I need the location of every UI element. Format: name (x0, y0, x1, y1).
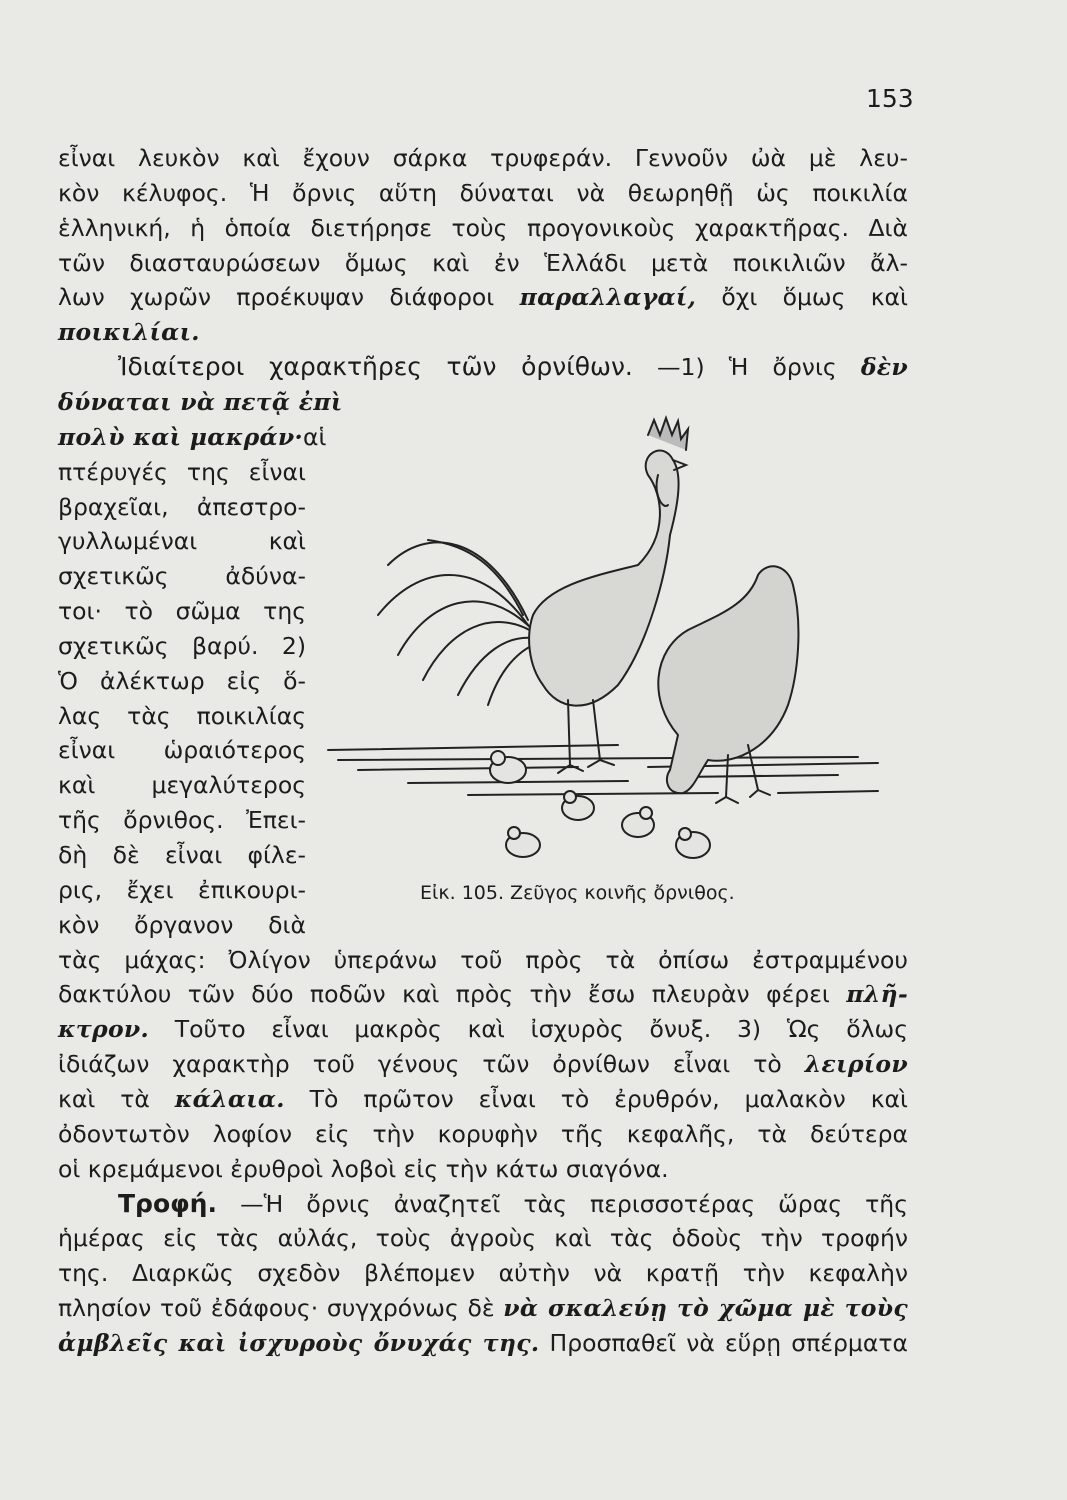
text-segment: λας τὰς ποικιλίας (58, 701, 306, 730)
text-segment: Ὁ ἀλέκτωρ εἰς ὅ- (58, 666, 306, 695)
text-line (58, 141, 908, 175)
text-segment: τὰς μάχας: Ὀλίγον ὑπεράνω τοῦ πρὸς τὰ ὀπίσω ἐστραμμένου (58, 945, 908, 974)
text-line (58, 908, 306, 942)
text-segment: ρις, ἔχει ἐπικουρι- (58, 875, 306, 904)
text-line (58, 559, 306, 593)
text-line (58, 1117, 908, 1151)
text-segment: αἱ (303, 422, 327, 451)
text-segment: γυλλωμέναι καὶ (58, 527, 306, 556)
text-segment: Τοῦτο εἶναι μακρὸς καὶ ἰσχυρὸς ὄνυξ. 3) Ὡς ὅλως (149, 1015, 908, 1044)
text-line (58, 1012, 908, 1046)
text-line (58, 1291, 908, 1325)
text-segment: δὲν (860, 353, 908, 382)
text-segment: —1) Ἡ ὄρνις (632, 353, 861, 382)
text-segment: εἶναι λευκὸν καὶ ἔχουν σάρκα τρυφεράν. Γεννοῦν ὠὰ μὲ λευ- (58, 144, 908, 172)
text-segment: δὴ δὲ εἶναι φίλε- (58, 841, 306, 869)
text-segment: νὰ σκαλεύῃ τὸ χῶμα μὲ τοὺς (503, 1294, 908, 1323)
rooster-hen-illustration (318, 415, 908, 885)
text-line (58, 977, 908, 1011)
text-segment: ποικιλίαι. (58, 318, 200, 347)
text-segment: Ἰδιαίτεροι χαρακτῆρες τῶν ὀρνίθων. (118, 352, 633, 382)
text-line (58, 594, 306, 628)
text-segment: καὶ τὰ (58, 1084, 175, 1113)
text-line (58, 1326, 908, 1360)
page-number: 153 (866, 84, 914, 113)
text-segment: ὄχι ὅμως καὶ (696, 283, 908, 312)
text-line (118, 1187, 908, 1221)
text-segment: Προσπαθεῖ νὰ εὕρῃ σπέρματα (539, 1328, 908, 1357)
text-line (58, 280, 908, 314)
text-line (58, 211, 908, 245)
text-segment: —Ἡ ὄρνις ἀναζητεῖ τὰς περισσοτέρας ὥρας τῆς (216, 1189, 908, 1218)
text-segment: πολὺ καὶ μακράν· (58, 422, 303, 451)
text-segment: της. Διαρκῶς σχεδὸν βλέπομεν αὐτὴν νὰ κρατῇ τὴν κεφαλὴν (58, 1259, 908, 1288)
text-line (58, 176, 908, 210)
text-segment: τῶν διασταυρώσεων ὅμως καὶ ἐν Ἑλλάδι μετὰ ποικιλιῶν ἄλ- (58, 248, 908, 277)
text-segment: παραλλαγαί, (519, 283, 697, 312)
text-line (58, 873, 306, 907)
text-segment: Τὸ πρῶτον εἶναι τὸ ἐρυθρόν, μαλακὸν καὶ (284, 1084, 908, 1113)
text-segment: οἱ κρεμάμενοι ἐρυθροὶ λοβοὶ εἰς τὴν κάτω σιαγόνα. (58, 1154, 669, 1183)
text-line (58, 664, 306, 698)
text-segment: εἶναι ὡραιότερος (58, 736, 306, 765)
text-line (58, 1082, 908, 1116)
text-segment: πτέρυγές της εἶναι (58, 457, 306, 486)
text-line (58, 629, 306, 663)
text-line (58, 943, 908, 977)
text-segment: ἀμβλεῖς καὶ ἰσχυροὺς ὄνυχάς της. (58, 1328, 540, 1357)
text-segment: λων χωρῶν προέκυψαν διάφοροι (58, 283, 520, 312)
text-segment: κὸν κέλυφος. Ἡ ὄρνις αὕτη δύναται νὰ θεωρηθῇ ὡς ποικιλία (58, 178, 908, 207)
text-line (58, 1047, 908, 1081)
figure-caption: Εἰκ. 105. Ζεῦγος κοινῆς ὄρνιθος. (420, 882, 735, 904)
text-line (58, 803, 306, 837)
text-line (58, 524, 306, 558)
text-line (58, 733, 306, 767)
text-segment: ἡμέρας εἰς τὰς αὐλάς, τοὺς ἀγροὺς καὶ τὰς ὁδοὺς τὴν τροφήν (58, 1224, 908, 1253)
text-segment: πλησίον τοῦ ἐδάφους· συγχρόνως δὲ (58, 1294, 504, 1323)
text-segment: ἑλληνική, ἡ ὁποία διετήρησε τοὺς προγονικοὺς χαρακτῆρας. Διὰ (58, 213, 908, 242)
text-line (118, 350, 908, 384)
text-segment: Τροφή. (118, 1188, 217, 1218)
text-line (58, 838, 306, 872)
text-segment: ἰδιάζων χαρακτὴρ τοῦ γένους τῶν ὀρνίθων εἶναι τὸ (58, 1050, 805, 1079)
text-segment: πλῆ- (846, 980, 908, 1009)
text-line (58, 768, 306, 802)
text-line (58, 699, 306, 733)
text-segment: κάλαια. (174, 1084, 285, 1113)
text-line (58, 315, 908, 349)
text-segment: σχετικῶς βαρύ. 2) (58, 631, 306, 660)
text-line (58, 1256, 908, 1290)
text-segment: τοι· τὸ σῶμα της (58, 597, 306, 626)
text-segment: κτρον. (58, 1015, 150, 1044)
text-line (58, 1221, 908, 1255)
text-segment: κὸν ὄργανον διὰ (58, 910, 306, 939)
text-line (58, 420, 327, 454)
text-line (58, 1152, 908, 1186)
text-segment: δακτύλου τῶν δύο ποδῶν καὶ πρὸς τὴν ἔσω πλευρὰν φέρει (58, 980, 847, 1009)
text-segment: τῆς ὄρνιθος. Ἐπει- (58, 806, 306, 835)
text-line (58, 455, 306, 489)
text-segment: καὶ μεγαλύτερος (58, 771, 306, 800)
text-segment: βραχεῖαι, ἀπεστρο- (58, 492, 306, 521)
text-segment: σχετικῶς ἀδύνα- (58, 562, 306, 591)
text-line (58, 490, 306, 524)
text-segment: λειρίον (804, 1050, 908, 1079)
text-segment: δύναται νὰ πετᾷ ἐπὶ (58, 387, 343, 416)
text-line (58, 385, 343, 419)
text-line (58, 246, 908, 280)
text-segment: ὀδοντωτὸν λοφίον εἰς τὴν κορυφὴν τῆς κεφαλῆς, τὰ δεύτερα (58, 1119, 908, 1148)
